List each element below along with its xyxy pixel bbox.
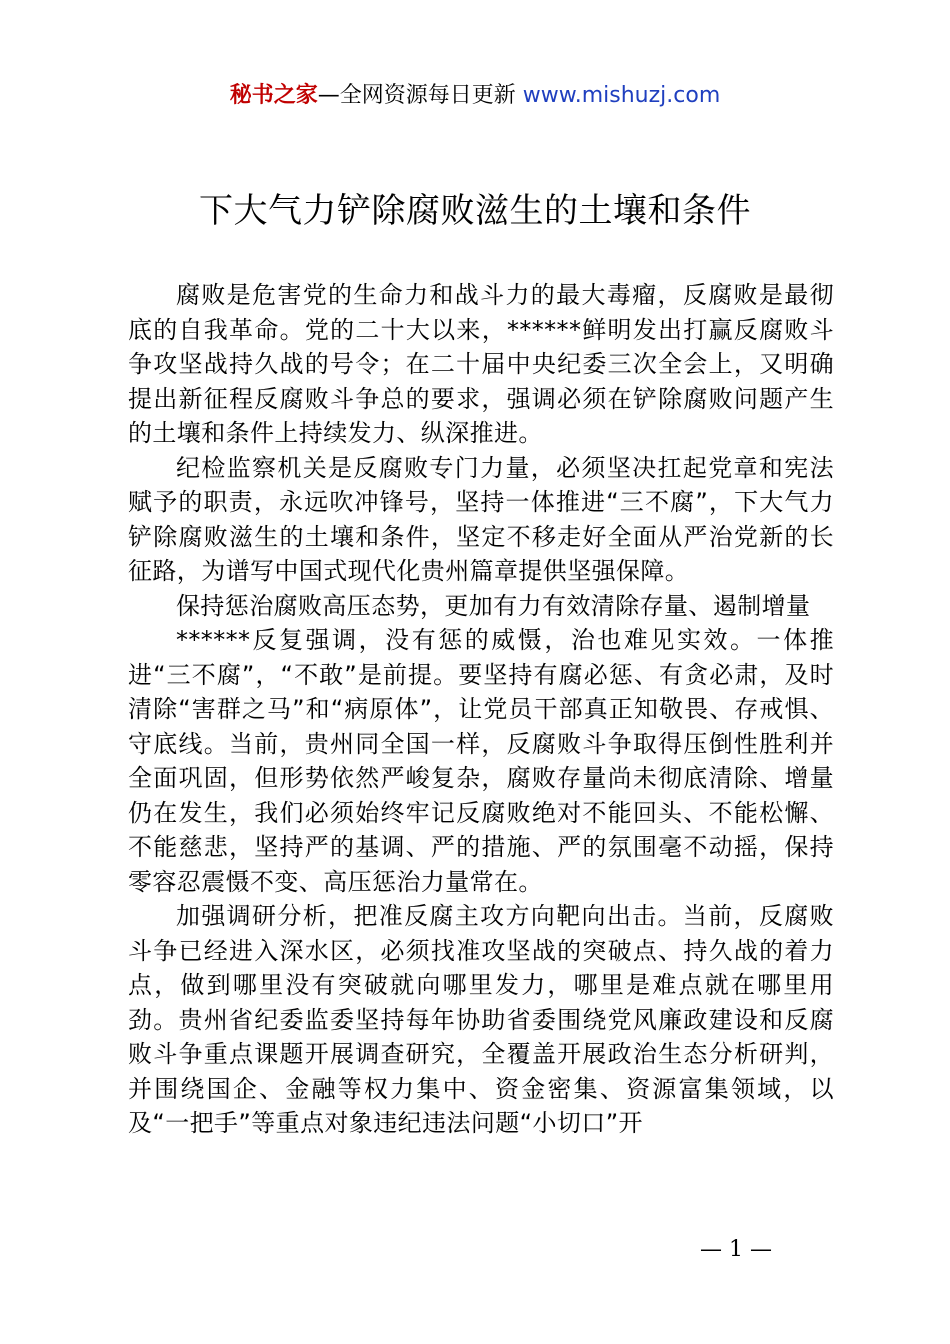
document-body bbox=[128, 278, 834, 1141]
body-paragraph: 加强调研分析，把准反腐主攻方向靶向出击。当前，反腐败斗争已经进入深水区，必须找准攻坚战的突破点、持久战的着力点，做到哪里没有突破就向哪里发力，哪里是难点就在哪里用劲。贵州省纪委监委坚持每年协助省委围绕党风廉政建设和反腐败斗争重点课题开展调查研究，全覆盖开展政治生态分析研判，并围绕国企、金融等权力集中、资金密集、资源富集领域，以及“一把手”等重点对象违纪违法问题“小切口”开 bbox=[128, 902, 834, 1137]
site-banner bbox=[0, 80, 950, 112]
body-paragraph: ******反复强调，没有惩的威慑，治也难见实效。一体推进“三不腐”，“不敢”是前提。要坚持有腐必惩、有贪必肃，及时清除“害群之马”和“病原体”，让党员干部真正知敬畏、存戒惧、守底线。当前，贵州同全国一样，反腐败斗争取得压倒性胜利并全面巩固，但形势依然严峻复杂，腐败存量尚未彻底清除、增量仍在发生，我们必须始终牢记反腐败绝对不能回头、不能松懈、不能慈悲，坚持严的基调、严的措施、严的氛围毫不动摇，保持零容忍震慑不变、高压惩治力量常在。 bbox=[128, 626, 834, 896]
site-url-link[interactable]: www.mishuzj.com bbox=[522, 83, 721, 108]
site-tagline: —全网资源每日更新 bbox=[317, 83, 516, 108]
page-number: — 1 — bbox=[700, 1237, 772, 1262]
site-brand-name: 秘书之家 bbox=[229, 83, 318, 108]
document-title: 下大气力铲除腐败滋生的土壤和条件 bbox=[199, 191, 751, 231]
body-paragraph: 腐败是危害党的生命力和战斗力的最大毒瘤，反腐败是最彻底的自我革命。党的二十大以来，******鲜明发出打赢反腐败斗争攻坚战持久战的号令；在二十届中央纪委三次全会上，又明确提出新征程反腐败斗争总的要求，强调必须在铲除腐败问题产生的土壤和条件上持续发力、纵深推进。 bbox=[128, 281, 834, 447]
section-heading: 保持惩治腐败高压态势，更加有力有效清除存量、遏制增量 bbox=[176, 591, 811, 620]
body-paragraph: 纪检监察机关是反腐败专门力量，必须坚决扛起党章和宪法赋予的职责，永远吹冲锋号，坚持一体推进“三不腐”，下大气力铲除腐败滋生的土壤和条件，坚定不移走好全面从严治党新的长征路，为谱写中国式现代化贵州篇章提供坚强保障。 bbox=[128, 453, 834, 585]
